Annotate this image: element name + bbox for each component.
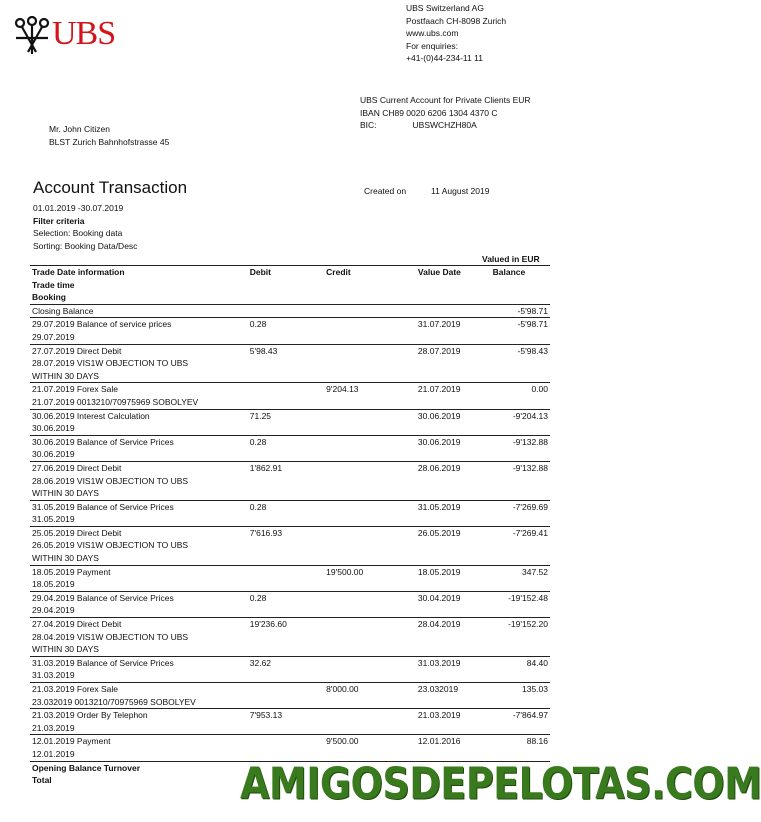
row-balance-empty bbox=[491, 669, 550, 682]
row-value-date: 28.07.2019 bbox=[416, 344, 491, 357]
row-debit-empty bbox=[248, 696, 324, 709]
row-value-date-empty bbox=[416, 696, 491, 709]
account-info-block bbox=[360, 94, 531, 132]
table-row bbox=[30, 344, 550, 357]
filter-sorting: Sorting: Booking Data/Desc bbox=[33, 240, 138, 251]
row-information: 21.07.2019 0013210/70975969 SOBOLYEV bbox=[32, 396, 199, 407]
row-value-date: 28.04.2019 bbox=[416, 618, 491, 631]
table-row bbox=[30, 565, 550, 578]
row-information: 18.05.2019 bbox=[32, 579, 75, 590]
row-debit-empty bbox=[248, 513, 324, 526]
row-balance: 84.40 bbox=[491, 656, 550, 669]
row-value-date: 26.05.2019 bbox=[416, 526, 491, 539]
row-credit bbox=[324, 591, 416, 604]
row-credit: 9'500.00 bbox=[324, 735, 416, 748]
row-credit-empty bbox=[324, 396, 416, 409]
table-row bbox=[30, 435, 550, 448]
row-credit bbox=[324, 435, 416, 448]
header-trade-date: Trade Date information bbox=[30, 266, 248, 279]
filter-criteria-label: Filter criteria bbox=[33, 215, 85, 226]
account-bic bbox=[360, 119, 531, 132]
bank-address-block bbox=[406, 2, 506, 65]
row-information: 29.04.2019 bbox=[32, 605, 75, 616]
row-balance-empty bbox=[491, 370, 550, 383]
row-debit: 19'236.60 bbox=[248, 618, 324, 631]
table-row bbox=[30, 683, 550, 696]
row-information: 27.04.2019 Direct Debit bbox=[30, 618, 248, 631]
row-debit-empty bbox=[248, 669, 324, 682]
row-information: 23.032019 0013210/70975969 SOBOLYEV bbox=[32, 696, 196, 707]
row-value-date: 30.06.2019 bbox=[416, 409, 491, 422]
row-credit bbox=[324, 304, 416, 318]
table-row bbox=[30, 396, 550, 409]
table-row bbox=[30, 696, 550, 709]
bic-label: BIC: bbox=[360, 120, 377, 131]
header-debit: Debit bbox=[248, 266, 324, 279]
table-row bbox=[30, 669, 550, 682]
row-credit-empty bbox=[324, 370, 416, 383]
table-row bbox=[30, 709, 550, 722]
row-information: 18.05.2019 Payment bbox=[30, 565, 248, 578]
row-value-date-empty bbox=[416, 357, 491, 370]
created-date: 11 August 2019 bbox=[431, 186, 490, 196]
row-debit bbox=[248, 383, 324, 396]
row-credit bbox=[324, 409, 416, 422]
row-balance: -7'269.41 bbox=[491, 526, 550, 539]
row-credit bbox=[324, 344, 416, 357]
row-credit-empty bbox=[324, 513, 416, 526]
row-value-date bbox=[416, 304, 491, 318]
row-credit-empty bbox=[324, 475, 416, 488]
row-information: 28.06.2019 VIS1W OBJECTION TO UBS bbox=[32, 475, 189, 486]
row-value-date: 23.032019 bbox=[416, 683, 491, 696]
row-balance-empty bbox=[491, 631, 550, 644]
row-information: WITHIN 30 DAYS bbox=[32, 553, 99, 564]
row-value-date-empty bbox=[416, 643, 491, 656]
row-debit bbox=[248, 683, 324, 696]
row-information: 30.06.2019 Balance of Service Prices bbox=[30, 435, 248, 448]
row-information: 31.03.2019 Balance of Service Prices bbox=[30, 656, 248, 669]
row-information: 30.06.2019 bbox=[32, 423, 75, 434]
table-row bbox=[30, 422, 550, 435]
watermark: AMIGOSDEPELOTAS.COM bbox=[240, 758, 761, 809]
row-debit: 7'953.13 bbox=[248, 709, 324, 722]
row-credit-empty bbox=[324, 331, 416, 344]
row-value-date-empty bbox=[416, 370, 491, 383]
row-credit bbox=[324, 500, 416, 513]
table-row bbox=[30, 552, 550, 565]
row-balance: -9'204.13 bbox=[491, 409, 550, 422]
table-row bbox=[30, 475, 550, 488]
row-balance: -5'98.71 bbox=[491, 304, 550, 318]
row-value-date: 12.01.2016 bbox=[416, 735, 491, 748]
table-row bbox=[30, 722, 550, 735]
row-information: 31.05.2019 bbox=[32, 514, 75, 525]
row-credit: 8'000.00 bbox=[324, 683, 416, 696]
row-credit bbox=[324, 461, 416, 474]
row-debit: 0.28 bbox=[248, 500, 324, 513]
table-row bbox=[30, 357, 550, 370]
row-value-date-empty bbox=[416, 331, 491, 344]
bic-value: UBSWCHZH80A bbox=[412, 120, 477, 131]
table-row bbox=[30, 304, 550, 318]
row-credit-empty bbox=[324, 669, 416, 682]
row-value-date-empty bbox=[416, 487, 491, 500]
row-credit-empty bbox=[324, 604, 416, 617]
row-balance-empty bbox=[491, 331, 550, 344]
table-row bbox=[30, 487, 550, 500]
row-debit: 5'98.43 bbox=[248, 344, 324, 357]
row-debit-empty bbox=[248, 552, 324, 565]
row-debit-empty bbox=[248, 604, 324, 617]
row-debit: 0.28 bbox=[248, 318, 324, 331]
table-row bbox=[30, 318, 550, 331]
bank-address-line: UBS Switzerland AG bbox=[406, 3, 484, 13]
row-credit-empty bbox=[324, 539, 416, 552]
table-row bbox=[30, 735, 550, 748]
row-debit-empty bbox=[248, 448, 324, 461]
row-balance: 88.16 bbox=[491, 735, 550, 748]
row-debit-empty bbox=[248, 370, 324, 383]
statement-period: 01.01.2019 -30.07.2019 bbox=[33, 203, 124, 213]
row-debit-empty bbox=[248, 357, 324, 370]
page-title: Account Transaction bbox=[33, 178, 188, 197]
row-balance: 135.03 bbox=[491, 683, 550, 696]
row-credit bbox=[324, 656, 416, 669]
filter-selection: Selection: Booking data bbox=[33, 228, 123, 239]
header-trade-time: Trade time bbox=[32, 279, 75, 290]
row-information: 21.03.2019 Forex Sale bbox=[30, 683, 248, 696]
row-debit-empty bbox=[248, 578, 324, 591]
row-credit-empty bbox=[324, 696, 416, 709]
filter-block bbox=[33, 202, 137, 252]
row-balance-empty bbox=[491, 722, 550, 735]
row-balance-empty bbox=[491, 604, 550, 617]
header-booking: Booking bbox=[32, 292, 66, 303]
row-balance: -7'864.97 bbox=[491, 709, 550, 722]
row-debit-empty bbox=[248, 331, 324, 344]
row-debit bbox=[248, 304, 324, 318]
table-row bbox=[30, 591, 550, 604]
row-debit-empty bbox=[248, 475, 324, 488]
row-information: 21.03.2019 bbox=[32, 722, 75, 733]
row-information: 31.05.2019 Balance of Service Prices bbox=[30, 500, 248, 513]
row-value-date: 21.03.2019 bbox=[416, 709, 491, 722]
valued-in-label: Valued in EUR bbox=[482, 254, 540, 264]
transactions-table bbox=[30, 265, 550, 787]
row-information: 28.07.2019 VIS1W OBJECTION TO UBS bbox=[32, 358, 189, 369]
row-balance: -9'132.88 bbox=[491, 461, 550, 474]
row-value-date-empty bbox=[416, 539, 491, 552]
row-information: 31.03.2019 bbox=[32, 670, 75, 681]
row-debit-empty bbox=[248, 631, 324, 644]
row-information: 25.05.2019 Direct Debit bbox=[30, 526, 248, 539]
row-debit-empty bbox=[248, 422, 324, 435]
row-credit bbox=[324, 709, 416, 722]
header-value-date: Value Date bbox=[416, 266, 491, 279]
row-value-date: 18.05.2019 bbox=[416, 565, 491, 578]
table-row bbox=[30, 656, 550, 669]
row-debit-empty bbox=[248, 396, 324, 409]
row-balance: 347.52 bbox=[491, 565, 550, 578]
row-credit bbox=[324, 526, 416, 539]
total-label: Total bbox=[32, 775, 52, 786]
row-credit-empty bbox=[324, 448, 416, 461]
row-value-date-empty bbox=[416, 552, 491, 565]
row-debit bbox=[248, 735, 324, 748]
row-credit-empty bbox=[324, 722, 416, 735]
row-balance: -19'152.20 bbox=[491, 618, 550, 631]
row-value-date: 28.06.2019 bbox=[416, 461, 491, 474]
table-row bbox=[30, 618, 550, 631]
bank-address-line: For enquiries: bbox=[406, 40, 458, 51]
row-value-date-empty bbox=[416, 396, 491, 409]
row-debit-empty bbox=[248, 722, 324, 735]
table-row bbox=[30, 526, 550, 539]
row-credit-empty bbox=[324, 552, 416, 565]
row-value-date: 30.06.2019 bbox=[416, 435, 491, 448]
table-row bbox=[30, 513, 550, 526]
row-information: Closing Balance bbox=[30, 304, 248, 318]
row-information: WITHIN 30 DAYS bbox=[32, 488, 99, 499]
row-credit-empty bbox=[324, 357, 416, 370]
row-credit-empty bbox=[324, 578, 416, 591]
row-credit bbox=[324, 318, 416, 331]
table-row bbox=[30, 643, 550, 656]
row-balance: -5'98.43 bbox=[491, 344, 550, 357]
table-row bbox=[30, 331, 550, 344]
row-value-date: 30.04.2019 bbox=[416, 591, 491, 604]
row-information: WITHIN 30 DAYS bbox=[32, 370, 99, 381]
row-credit: 9'204.13 bbox=[324, 383, 416, 396]
row-debit bbox=[248, 565, 324, 578]
row-value-date-empty bbox=[416, 448, 491, 461]
table-row bbox=[30, 631, 550, 644]
row-credit-empty bbox=[324, 631, 416, 644]
row-balance-empty bbox=[491, 696, 550, 709]
row-balance-empty bbox=[491, 357, 550, 370]
row-information: 29.07.2019 bbox=[32, 331, 75, 342]
row-balance: -19'152.48 bbox=[491, 591, 550, 604]
row-information: 26.05.2019 VIS1W OBJECTION TO UBS bbox=[32, 540, 189, 551]
header-credit: Credit bbox=[324, 266, 416, 279]
row-information: 28.04.2019 VIS1W OBJECTION TO UBS bbox=[32, 631, 189, 642]
account-iban: IBAN CH89 0020 6206 1304 4370 C bbox=[360, 107, 498, 118]
row-value-date-empty bbox=[416, 631, 491, 644]
customer-name: Mr. John Citizen bbox=[49, 124, 110, 134]
bank-address-line: www.ubs.com bbox=[406, 28, 459, 39]
row-credit: 19'500.00 bbox=[324, 565, 416, 578]
opening-balance-label: Opening Balance Turnover bbox=[30, 761, 248, 774]
row-balance: 0.00 bbox=[491, 383, 550, 396]
row-balance-empty bbox=[491, 448, 550, 461]
table-row bbox=[30, 500, 550, 513]
row-value-date-empty bbox=[416, 604, 491, 617]
row-debit: 71.25 bbox=[248, 409, 324, 422]
bank-address-line: +41-(0)44-234-11 11 bbox=[406, 53, 483, 64]
row-balance-empty bbox=[491, 487, 550, 500]
row-information: 27.06.2019 Direct Debit bbox=[30, 461, 248, 474]
row-value-date-empty bbox=[416, 422, 491, 435]
row-credit bbox=[324, 618, 416, 631]
row-credit-empty bbox=[324, 487, 416, 500]
row-information: 21.07.2019 Forex Sale bbox=[30, 383, 248, 396]
table-row bbox=[30, 604, 550, 617]
row-information: 21.03.2019 Order By Telephon bbox=[30, 709, 248, 722]
table-row bbox=[30, 370, 550, 383]
row-debit-empty bbox=[248, 539, 324, 552]
row-balance-empty bbox=[491, 643, 550, 656]
ubs-keys-logo-icon bbox=[12, 14, 52, 58]
table-row bbox=[30, 448, 550, 461]
row-value-date-empty bbox=[416, 475, 491, 488]
row-information: 12.01.2019 Payment bbox=[30, 735, 248, 748]
row-information: 30.06.2019 bbox=[32, 449, 75, 460]
row-information: WITHIN 30 DAYS bbox=[32, 644, 99, 655]
account-product: UBS Current Account for Private Clients EUR bbox=[360, 95, 531, 105]
row-balance: -9'132.88 bbox=[491, 435, 550, 448]
bank-address-line: Postfaach CH-8098 Zurich bbox=[406, 15, 507, 26]
table-row bbox=[30, 383, 550, 396]
row-debit-empty bbox=[248, 643, 324, 656]
row-balance-empty bbox=[491, 578, 550, 591]
created-label: Created on bbox=[364, 186, 407, 196]
table-row bbox=[30, 578, 550, 591]
row-balance-empty bbox=[491, 475, 550, 488]
row-value-date-empty bbox=[416, 722, 491, 735]
row-value-date-empty bbox=[416, 669, 491, 682]
customer-block bbox=[49, 123, 169, 148]
table-row bbox=[30, 461, 550, 474]
header-balance: Balance bbox=[491, 266, 550, 279]
row-value-date: 31.03.2019 bbox=[416, 656, 491, 669]
row-balance-empty bbox=[491, 552, 550, 565]
row-information: 30.06.2019 Interest Calculation bbox=[30, 409, 248, 422]
brand-logo-text: UBS bbox=[52, 15, 116, 52]
row-value-date-empty bbox=[416, 578, 491, 591]
row-information: 29.07.2019 Balance of service prices bbox=[30, 318, 248, 331]
row-value-date: 21.07.2019 bbox=[416, 383, 491, 396]
table-row bbox=[30, 539, 550, 552]
row-debit-empty bbox=[248, 487, 324, 500]
row-debit: 0.28 bbox=[248, 591, 324, 604]
row-information: 27.07.2019 Direct Debit bbox=[30, 344, 248, 357]
row-balance: -7'269.69 bbox=[491, 500, 550, 513]
row-information: 12.01.2019 bbox=[32, 748, 75, 759]
row-credit-empty bbox=[324, 422, 416, 435]
row-debit: 0.28 bbox=[248, 435, 324, 448]
row-balance-empty bbox=[491, 539, 550, 552]
row-credit-empty bbox=[324, 643, 416, 656]
row-information: 29.04.2019 Balance of Service Prices bbox=[30, 591, 248, 604]
customer-address: BLST Zurich Bahnhofstrasse 45 bbox=[49, 136, 170, 147]
row-balance: -5'98.71 bbox=[491, 318, 550, 331]
row-debit: 1'862.91 bbox=[248, 461, 324, 474]
row-value-date-empty bbox=[416, 513, 491, 526]
row-balance-empty bbox=[491, 422, 550, 435]
row-debit: 7'616.93 bbox=[248, 526, 324, 539]
row-value-date: 31.07.2019 bbox=[416, 318, 491, 331]
row-value-date: 31.05.2019 bbox=[416, 500, 491, 513]
row-balance-empty bbox=[491, 396, 550, 409]
row-balance-empty bbox=[491, 513, 550, 526]
table-row bbox=[30, 409, 550, 422]
row-debit: 32.62 bbox=[248, 656, 324, 669]
